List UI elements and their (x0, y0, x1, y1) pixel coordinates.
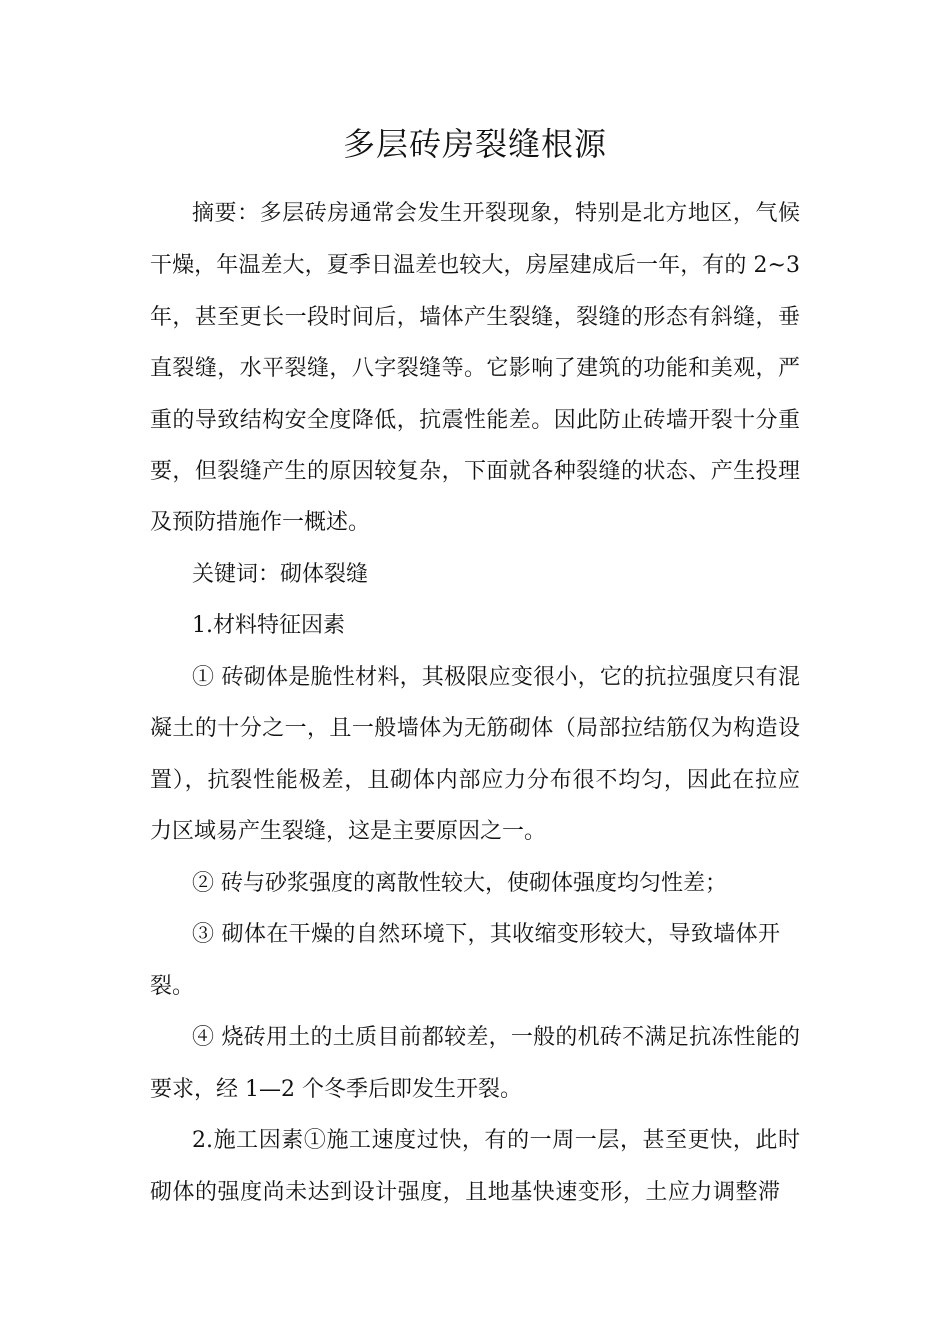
para-4-line-2: 要求，经 1—2 个冬季后即发生开裂。 (150, 1077, 522, 1102)
abstract-line-3: 年，甚至更长一段时间后，墙体产生裂缝，裂缝的形态有斜缝，垂 (150, 305, 800, 330)
para-1-line-4: 力区域易产生裂缝，这是主要原因之一。 (150, 819, 547, 844)
section-2-line-1: 2.施工因素①施工速度过快，有的一周一层，甚至更快，此时 (192, 1128, 800, 1153)
para-1-line-2: 凝土的十分之一，且一般墙体为无筋砌体（局部拉结筋仅为构造设 (150, 716, 800, 741)
abstract-line-1: 摘要：多层砖房通常会发生开裂现象，特别是北方地区，气候 (192, 201, 800, 226)
section-heading-1: 1.材料特征因素 (192, 613, 345, 638)
section-2-line-2: 砌体的强度尚未达到设计强度，且地基快速变形，土应力调整滞 (150, 1180, 780, 1205)
abstract-line-5: 重的导致结构安全度降低，抗震性能差。因此防止砖墙开裂十分重 (150, 408, 800, 433)
document-title: 多层砖房裂缝根源 (342, 125, 607, 163)
para-3-line-1: ③ 砌体在干燥的自然环境下，其收缩变形较大，导致墙体开 (192, 922, 780, 947)
abstract-line-2: 干燥，年温差大，夏季日温差也较大，房屋建成后一年，有的 2~3 (150, 253, 800, 278)
abstract-line-6: 要，但裂缝产生的原因较复杂，下面就各种裂缝的状态、产生投理 (150, 459, 800, 484)
keywords-line: 关键词：砌体裂缝 (192, 562, 369, 587)
para-1-line-1: ① 砖砌体是脆性材料，其极限应变很小，它的抗拉强度只有混 (192, 665, 800, 690)
para-2-line-1: ② 砖与砂浆强度的离散性较大，使砌体强度均匀性差； (192, 871, 727, 896)
abstract-line-4: 直裂缝，水平裂缝，八字裂缝等。它影响了建筑的功能和美观，严 (150, 356, 800, 381)
para-1-line-3: 置），抗裂性能极差，且砌体内部应力分布很不均匀，因此在拉应 (150, 768, 800, 793)
para-4-line-1: ④ 烧砖用土的土质目前都较差，一般的机砖不满足抗冻性能的 (192, 1025, 800, 1050)
abstract-line-7: 及预防措施作一概述。 (150, 510, 371, 535)
para-3-line-2: 裂。 (150, 974, 195, 999)
